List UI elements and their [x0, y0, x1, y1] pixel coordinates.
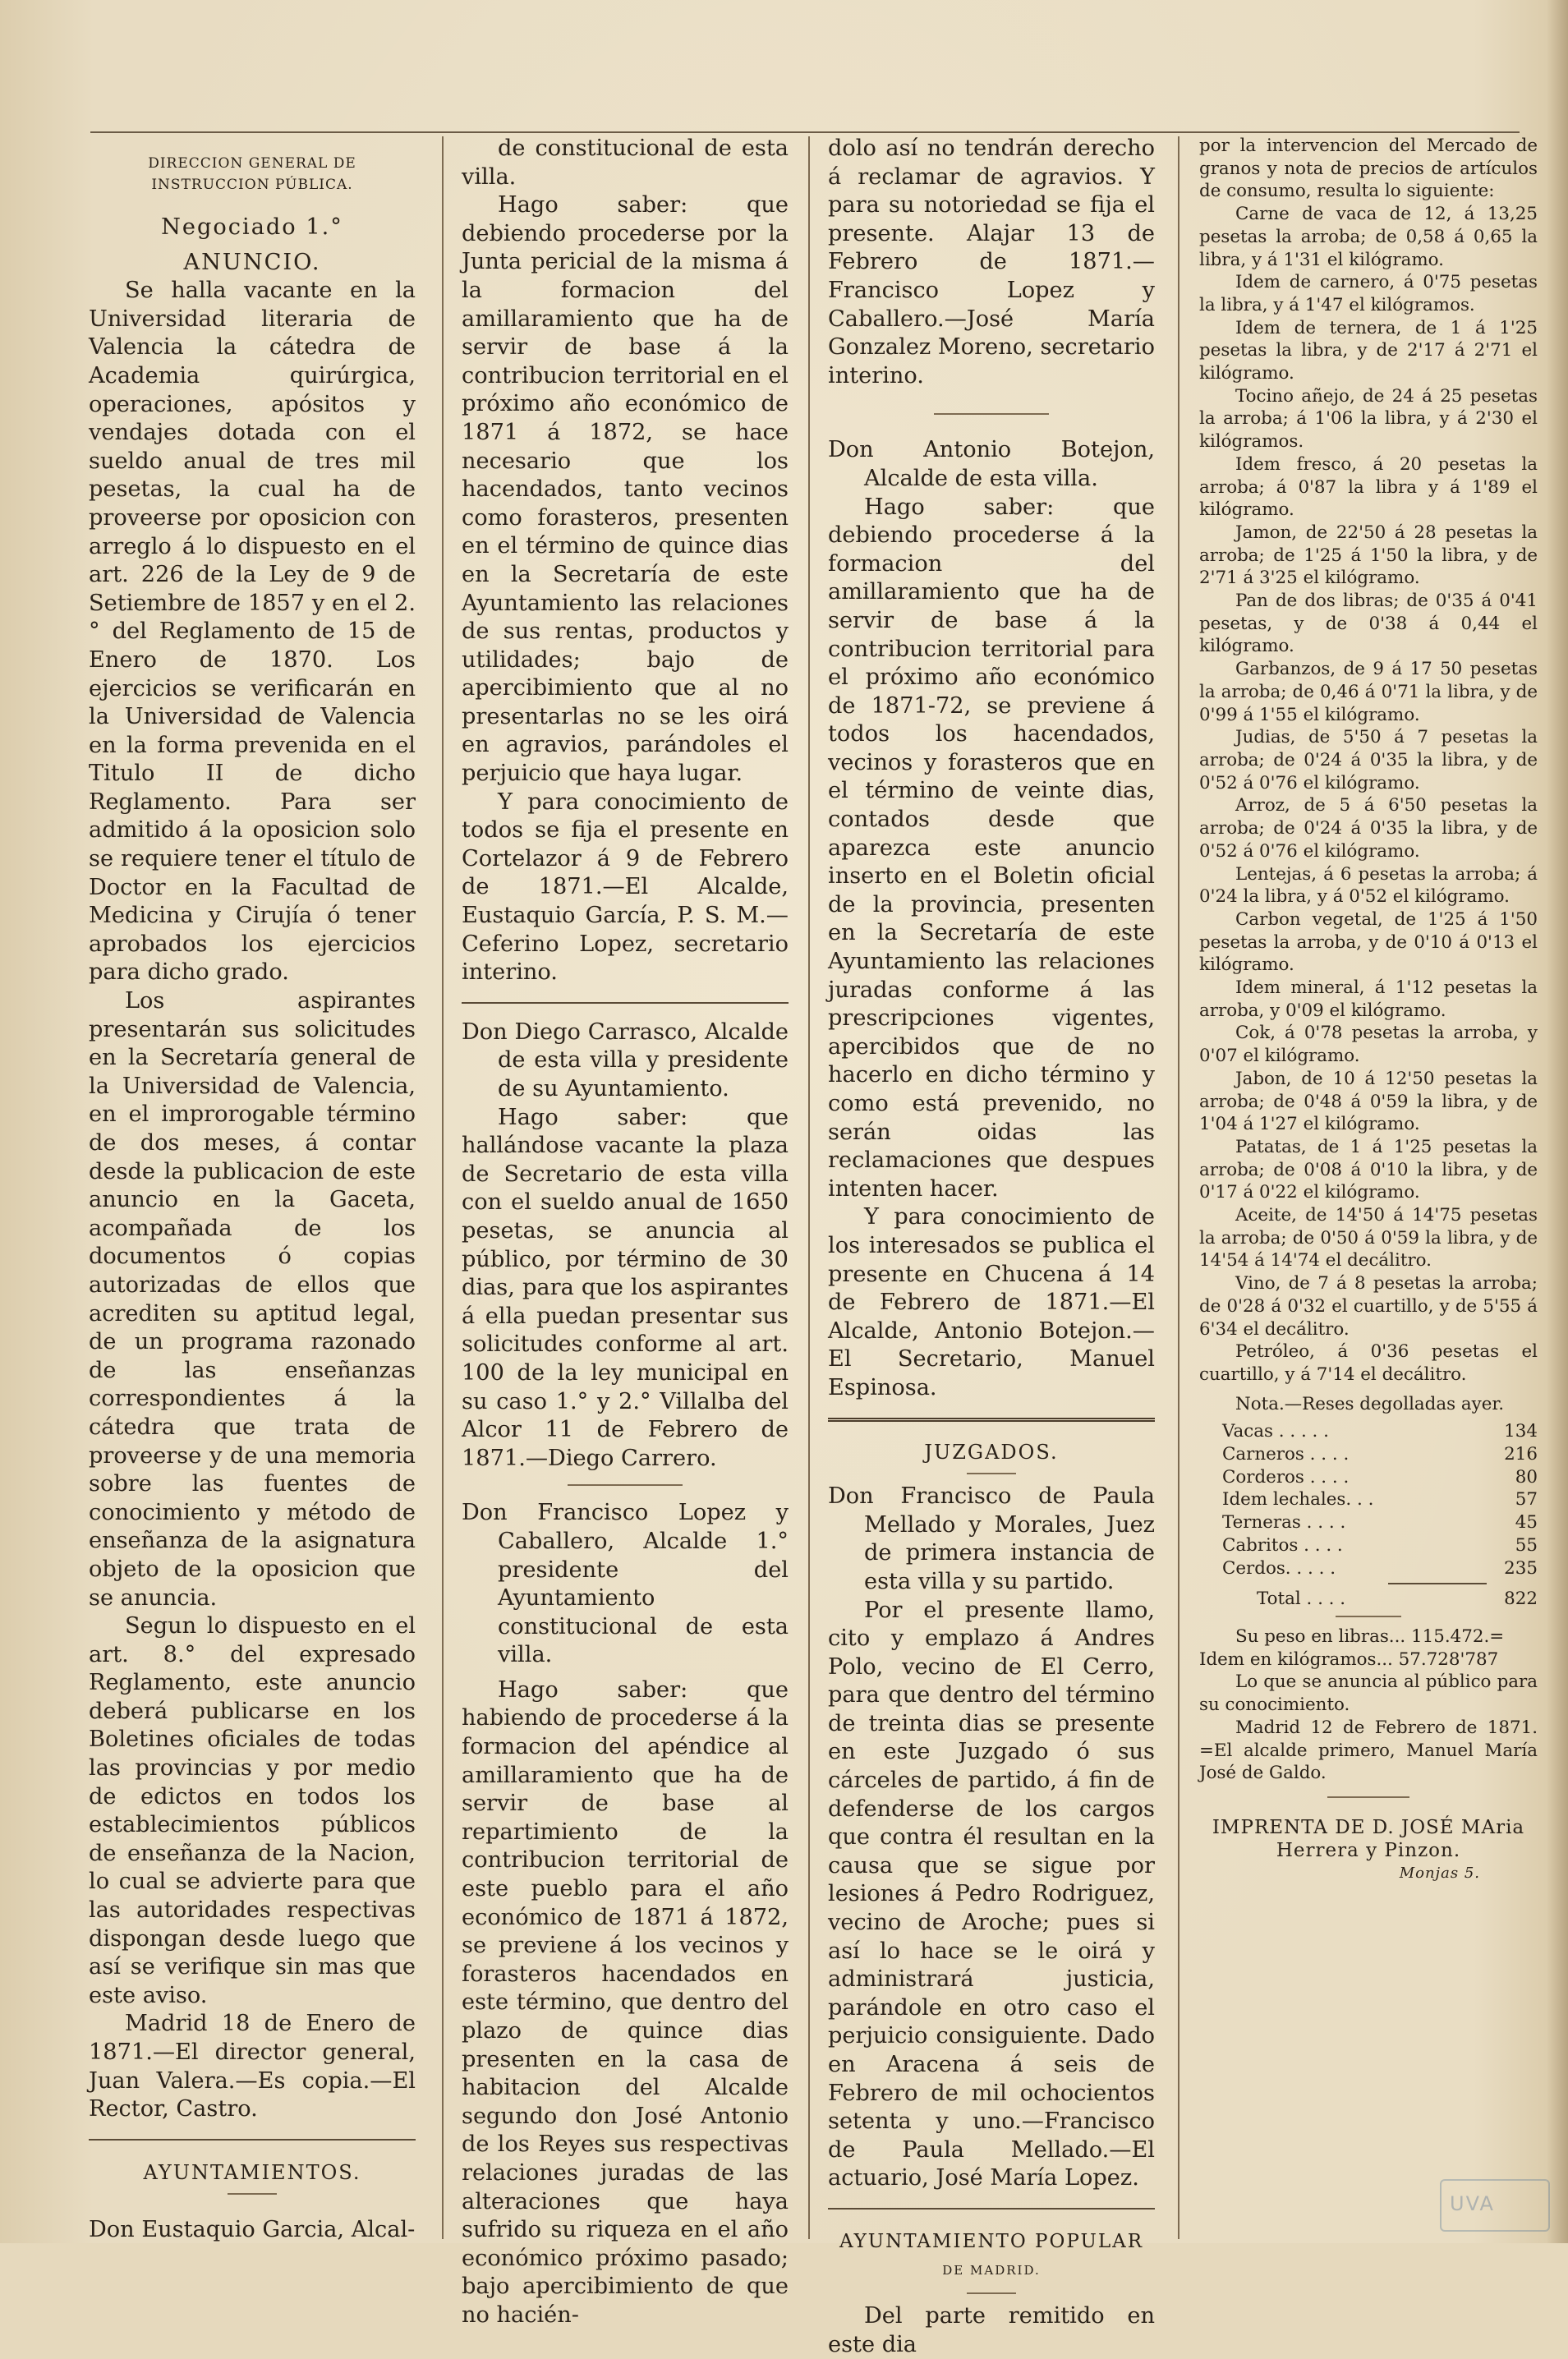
price-list	[1199, 203, 1538, 1386]
separator	[89, 2139, 416, 2141]
reses-value: 57	[1515, 1489, 1538, 1511]
price-item: Vino, de 7 á 8 pesetas la arroba; de 0'28 á 0'32 el cuartillo, y de 5'55 á 6'34 el decálitro.	[1199, 1273, 1538, 1340]
reses-row	[1199, 1534, 1538, 1557]
imprint-address: Monjas 5.	[1399, 1864, 1480, 1882]
reses-value: 235	[1504, 1557, 1538, 1579]
price-item: Judias, de 5'50 á 7 pesetas la arroba; de 0'24 á 0'35 la libra, y de 0'52 á 0'76 el kilógramo.	[1199, 727, 1538, 793]
page-edge-shadow	[1547, 0, 1568, 2243]
reses-value: 80	[1515, 1466, 1538, 1488]
price-item: Arroz, de 5 á 6'50 pesetas la arroba; de 0'24 á 0'35 la libra, y de 0'52 á 0'76 el kilógramo.	[1199, 795, 1538, 862]
reses-row	[1199, 1420, 1538, 1443]
reses-value: 134	[1504, 1421, 1538, 1442]
column-2	[462, 135, 789, 2330]
paragraph: Se halla vacante en la Universidad literaria de Valencia la cátedra de Academia quirúrgica, operaciones, apósitos y vendajes dotada con el sueldo anual de tres mil pesetas, la cual ha de proveerse por oposicion con arreglo á lo dispuesto en el art. 226 de la Ley de 9 de Setiembre de 1857 y en el 2.° del Reglamento de 15 de Enero de 1870. Los ejercicios se verificarán en la Universidad de Valencia en la forma prevenida en el Titulo II de dicho Reglamento. Para ser admitido á la oposicion solo se requiere tener el título de Doctor en la Facultad de Medicina y Cirujía ó tener aprobados los ejercicios para dicho grado.	[89, 278, 416, 986]
notice-heading: Don Francisco de Paula Mellado y Morales, Juez de primera instancia de esta villa y su partido.	[828, 1483, 1155, 1594]
paragraph: Los aspirantes presentarán sus solicitudes en la Secretaría general de la Universidad de Valencia, en el improrogable término de dos meses, á contar desde la publicacion de este anuncio en la Gaceta, acompañada de los documentos ó copias autorizadas de ellos que acrediten su aptitud legal, de un programa razonado de las enseñanzas correspondientes á la cátedra que trata de proveerse y de una memoria sobre las fuentes de conocimiento y método de enseñanza de la asignatura objeto de la oposicion que se anuncia.	[89, 988, 416, 1611]
header-rule	[90, 131, 1520, 133]
paragraph: Don Eustaquio Garcia, Alcal-	[89, 2217, 416, 2243]
peso-kilogramos: Idem en kilógramos... 57.728'787	[1199, 1649, 1499, 1670]
reses-value: 216	[1504, 1444, 1538, 1465]
reses-row	[1199, 1466, 1538, 1489]
separator	[228, 2193, 277, 2195]
paragraph: dolo así no tendrán derecho á reclamar de agravios. Y para su notoriedad se fija el presente. Alajar 13 de Febrero de 1871.—Francisco Lopez y Caballero.—José María Gonzalez Moreno, secretario interino.	[828, 136, 1155, 389]
column-1	[89, 153, 416, 2245]
section-heading-ayuntamiento-popular: AYUNTAMIENTO POPULAR	[839, 2230, 1144, 2252]
price-item: Garbanzos, de 9 á 17 50 pesetas la arroba; de 0,46 á 0'71 la libra, y de 0'99 á 1'55 el kilógramo.	[1199, 659, 1538, 725]
paragraph: Por el presente llamo, cito y emplazo á Andres Polo, vecino de El Cerro, para que dentro del término de treinta dias se presente en este Juzgado ó sus cárceles de partido, á fin de defenderse de los cargos que contra él resultan en la causa que se sigue por lesiones á Pedro Rodriguez, vecino de Aroche; pues si así lo hace se le oirá y administrará justicia, parándole en otro caso el perjuicio consiguiente. Dado en Aracena á seis de Febrero de mil ochocientos setenta y uno.—Francisco de Paula Mellado.—El actuario, José María Lopez.	[828, 1597, 1155, 2191]
reses-row	[1199, 1488, 1538, 1511]
notice-heading: Don Antonio Botejon, Alcalde de esta villa.	[828, 437, 1155, 491]
column-divider	[808, 136, 810, 2239]
section-heading-ayuntamientos: AYUNTAMIENTOS.	[143, 2160, 361, 2184]
separator	[568, 1484, 683, 1486]
reses-name: Terneras . . . .	[1222, 1512, 1346, 1534]
reses-row	[1199, 1511, 1538, 1534]
column-divider	[1178, 136, 1179, 2239]
separator	[828, 2208, 1155, 2210]
imprint-name: IMPRENTA DE D. JOSÉ MAria Herrera y Pinzon.	[1212, 1816, 1525, 1861]
section-title-direccion: DIRECCION GENERAL DE INSTRUCCION PÚBLICA.	[148, 155, 356, 193]
reses-row	[1199, 1557, 1538, 1580]
price-item: Idem fresco, á 20 pesetas la arroba; á 0'87 la libra y á 1'89 el kilógramo.	[1199, 453, 1538, 521]
imprint	[1199, 1816, 1538, 1885]
column-3	[828, 135, 1155, 2359]
price-item: Lentejas, á 6 pesetas la arroba; á 0'24 la libra, y á 0'52 el kilógramo.	[1199, 863, 1538, 908]
paragraph: Hago saber: que debiendo procederse por la Junta pericial de la misma á la formacion del amillaramiento que ha de servir de base á la contribucion territorial en el próximo año económico de 1871 á 1872, se hace necesario que los hacendados, tanto vecinos como forasteros, presenten en el término de quince dias en la Secretaría de este Ayuntamiento las relaciones de sus rentas, productos y utilidades; bajo de apercibimiento que al no presentarlas no se les oirá en agravios, parándoles el perjuicio que haya lugar.	[462, 192, 789, 787]
anuncio-heading: ANUNCIO.	[183, 249, 321, 275]
price-item: Idem de ternera, de 1 á 1'25 pesetas la libra, y de 2'17 á 2'71 el kilógramo.	[1199, 317, 1538, 384]
paragraph: por la intervencion del Mercado de granos y nota de precios de artículos de consumo, resulta lo siguiente:	[1199, 136, 1538, 202]
paragraph: de constitucional de esta villa.	[462, 136, 789, 190]
price-item: Carbon vegetal, de 1'25 á 1'50 pesetas la arroba, y de 0'10 á 0'13 el kilógramo.	[1199, 908, 1538, 976]
price-item: Idem de carnero, á 0'75 pesetas la libra, y á 1'47 el kilógramos.	[1199, 272, 1538, 315]
negociado-heading: Negociado 1.°	[161, 214, 343, 240]
notice-heading: Don Diego Carrasco, Alcalde de esta villa y presidente de su Ayuntamiento.	[462, 1019, 789, 1101]
notice-heading: Don Francisco Lopez y Caballero, Alcalde 1.° presidente del Ayuntamiento constitucional de esta villa.	[462, 1500, 789, 1668]
column-4	[1199, 135, 1538, 1885]
library-stamp: UVA	[1440, 2179, 1550, 2232]
paragraph: Hago saber: que habiendo de procederse á la formacion del apéndice al amillaramiento que ha de servir de base al repartimiento de la contribucion territorial de este pueblo para el año económico de 1871 á 1872, se previene á los vecinos y forasteros hacendados en este término, que dentro del plazo de quince dias presenten en la casa de habitacion del Alcalde segundo don José Antonio de los Reyes sus respectivas relaciones juradas de las alteraciones que haya sufrido su riqueza en el año económico próximo pasado; bajo apercibimiento de que no hacién-	[462, 1676, 789, 2328]
price-item: Patatas, de 1 á 1'25 pesetas la arroba; de 0'08 á 0'10 la libra, y de 0'17 á 0'22 el kilógramo.	[1199, 1136, 1538, 1203]
separator	[934, 413, 1049, 415]
paragraph: Hago saber: que hallándose vacante la plaza de Secretario de esta villa con el sueldo anual de 1650 pesetas, se anuncia al público, por término de 30 dias, para que los aspirantes á ella puedan presentar sus solicitudes conforme al art. 100 de la ley municipal en su caso 1.° y 2.° Villalba del Alcor 11 de Febrero de 1871.—Diego Carrero.	[462, 1104, 789, 1471]
paragraph: Lo que se anuncia al público para su conocimiento.	[1199, 1672, 1538, 1716]
paragraph: Hago saber: que debiendo procederse á la formacion del amillaramiento que ha de servir de base á la contribucion territorial para el próximo año económico de 1871-72, se previene á todos los hacendados, vecinos y forasteros que en el término de veinte dias, contados desde que aparezca este anuncio inserto en el Boletin oficial de la provincia, presenten en la Secretaría de este Ayuntamiento las relaciones juradas conforme á las prescripciones vigentes, apercibidos que de no hacerlo en dicho término y como está prevenido, no serán oidas las reclamaciones que despues intenten hacer.	[828, 494, 1155, 1202]
price-item: Aceite, de 14'50 á 14'75 pesetas la arroba; de 0'50 á 0'59 la libra, y de 14'54 á 14'74 el decálitro.	[1199, 1205, 1538, 1271]
reses-name: Carneros . . . .	[1222, 1444, 1350, 1465]
price-item: Pan de dos libras; de 0'35 á 0'41 pesetas, y de 0'38 á 0,44 el kilógramo.	[1199, 591, 1538, 657]
price-item: Jamon, de 22'50 á 28 pesetas la arroba; de 1'25 á 1'50 la libra, y de 2'71 á 3'25 el kilógramo.	[1199, 522, 1538, 589]
total-value: 822	[1504, 1589, 1538, 1610]
separator	[462, 1002, 789, 1004]
separator	[1327, 1796, 1409, 1798]
reses-name: Corderos . . . .	[1222, 1466, 1350, 1488]
section-subheading-madrid: DE MADRID.	[942, 2262, 1041, 2278]
reses-table	[1199, 1420, 1538, 1580]
price-item: Idem mineral, á 1'12 pesetas la arroba, y 0'09 el kilógramo.	[1199, 977, 1538, 1021]
section-heading-juzgados: JUZGADOS.	[924, 1440, 1059, 1464]
reses-name: Vacas . . . . .	[1222, 1421, 1329, 1442]
signature-paragraph: Madrid 18 de Enero de 1871.—El director general, Juan Valera.—Es copia.—El Rector, Castro.	[89, 2011, 416, 2122]
paragraph: Segun lo dispuesto en el art. 8.° del expresado Reglamento, este anuncio deberá publicarse en los Boletines oficiales de todas las provincias y por medio de edictos en todos los establecimientos públicos de enseñanza de la Nacion, lo cual se advierte para que las autoridades respectivas dispongan desde luego que así se verifique sin mas que este aviso.	[89, 1613, 416, 2008]
paragraph: Del parte remitido en este dia	[828, 2303, 1155, 2357]
price-item: Cok, á 0'78 pesetas la arroba, y 0'07 el kilógramo.	[1199, 1023, 1538, 1067]
separator	[967, 1473, 1016, 1474]
total-row	[1199, 1588, 1538, 1611]
reses-value: 45	[1515, 1512, 1538, 1534]
price-item: Petróleo, á 0'36 pesetas el cuartillo, y á 7'14 el decálitro.	[1199, 1341, 1538, 1385]
price-item: Carne de vaca de 12, á 13,25 pesetas la arroba; de 0,58 á 0,65 la libra, y á 1'31 el kilógramo.	[1199, 204, 1538, 270]
reses-name: Idem lechales. . .	[1222, 1489, 1374, 1511]
column-divider	[442, 136, 444, 2239]
reses-value: 55	[1515, 1534, 1538, 1556]
nota-heading: Nota.—Reses degolladas ayer.	[1235, 1393, 1505, 1414]
total-label: Total . . . .	[1257, 1589, 1346, 1610]
signature-paragraph: Y para conocimiento de todos se fija el presente en Cortelazor á 9 de Febrero de 1871.—El Alcalde, Eustaquio García, P. S. M.—Ceferino Lopez, secretario interino.	[462, 789, 789, 986]
price-item: Tocino añejo, de 24 á 25 pesetas la arroba; á 1'06 la libra, y á 2'30 el kilógramos.	[1199, 385, 1538, 453]
signature-paragraph: Y para conocimiento de los interesados se publica el presente en Chucena á 14 de Febrero de 1871.—El Alcalde, Antonio Botejon.—El Secretario, Manuel Espinosa.	[828, 1204, 1155, 1400]
price-item: Jabon, de 10 á 12'50 pesetas la arroba; de 0'48 á 0'59 la libra, y de 1'04 á 1'27 el kilógramo.	[1199, 1068, 1538, 1135]
signature-paragraph: Madrid 12 de Febrero de 1871. =El alcalde primero, Manuel María José de Galdo.	[1199, 1717, 1538, 1784]
sum-rule	[1388, 1583, 1487, 1584]
reses-name: Cerdos. . . . .	[1222, 1557, 1336, 1579]
separator	[1336, 1616, 1401, 1617]
separator	[967, 2292, 1016, 2294]
reses-row	[1199, 1443, 1538, 1466]
separator	[828, 1418, 1155, 1422]
reses-name: Cabritos . . . .	[1222, 1534, 1343, 1556]
peso-libras: Su peso en libras... 115.472.=	[1235, 1626, 1505, 1647]
